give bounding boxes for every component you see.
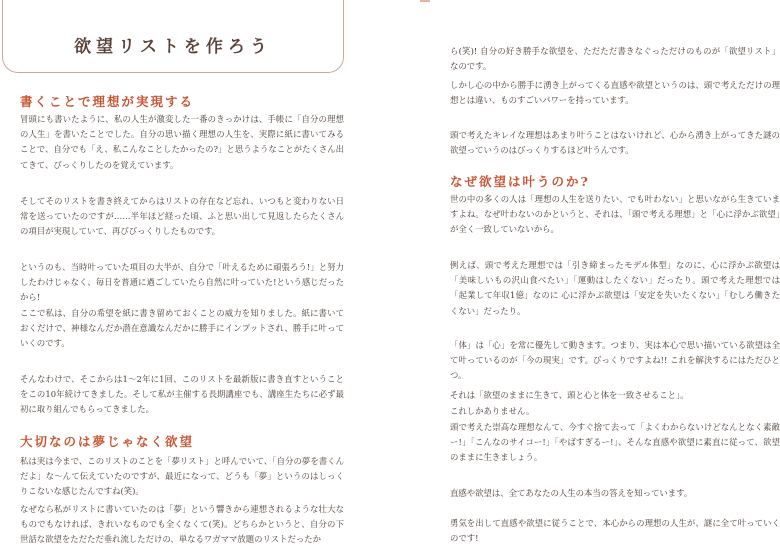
page-title: 欲望リストを作ろう: [74, 37, 272, 57]
right-paragraph-1: ら(笑)! 自分の好き勝手な欲望を、ただただ書きなぐっただけのものが「欲望リスト」なのです。: [450, 46, 780, 72]
section-1-paragraph-2: そしてそのリストを書き終えてからはリストの存在など忘れ、いつもと変わりない日常を送っていたのですが……半年ほど経った頃、ふと思い出して見返したらたくさんの項目が実現していて、再びびっくりしたものです。: [20, 196, 344, 237]
section-3-paragraph-4: それは「欲望のままに生きて、頭と心と体を一致させること」。: [450, 390, 689, 400]
section-1-paragraph-4: ここで私は、自分の希望を紙に書き留めておくことの威力を知りました。紙に書いておくだけで、神様なんだか潜在意識なんだかに勝手にインプットされ、勝手に叶っていくのです。: [20, 308, 344, 349]
section-heading-2: 大切なのは夢じゃなく欲望: [20, 434, 195, 449]
section-heading-1: 書くことで理想が実現する: [20, 94, 195, 109]
section-2-paragraph-2: なぜなら私がリストに書いていたのは「夢」という響きから連想されるような壮大なものでもなければ、きれいなものでも全くなくて(笑)。どちらかというと、自分の下世話な欲望をただただ垂れ流しただけの、単なるワガママ放題のリストだったか: [20, 504, 344, 545]
section-3-paragraph-6: 頭で考えた崇高な理想なんて、今すぐ捨て去って「よくわからないけどなんとなく素敵ー!」「こんなのサイコー!」「やばすぎるー!」、そんな直感や欲望に素直に従って、欲望のままに生きましょう。: [450, 422, 780, 463]
section-3-paragraph-8: 勇気を出して直感や欲望に従うことで、本心からの理想の人生が、謎に全て叶っていくのです!: [450, 518, 780, 544]
section-3-paragraph-1: 世の中の多くの人は「理想の人生を送りたい、でも叶わない」と思いながら生きていますよね。なぜ叶わないのかというと、それは、「頭で考える理想」と「心に浮かぶ欲望」が全く一致していないから。: [450, 194, 780, 235]
section-3-paragraph-7: 直感や欲望は、全てあなたの人生の本当の答えを知っています。: [450, 488, 693, 498]
right-page: [420, 0, 780, 554]
section-1-paragraph-5: そんなわけで、そこからは1〜2年に1回、このリストを最新版に書き直すということをこの10年続けてきました。そして私が主催する長期講座でも、講座生たちに必ず最初に取り組んでもらってきました。: [20, 374, 344, 415]
section-1-paragraph-3: というのも、当時叶っていた項目の大半が、自分で「叶えるために頑張ろう!」と努力したわけじゃなく、毎日を普通に過ごしていたら自然に叶っていた!という感じだったから!: [20, 262, 344, 303]
section-3-paragraph-5: これしかありません。: [450, 406, 535, 416]
section-3-paragraph-2: 例えば、頭で考えた理想では「引き締まったモデル体型」なのに、心に浮かぶ欲望は「美味しいもの沢山食べたい」「運動はしたくない」だったり。頭で考えた理想では「起業して年収1億」なのに 心に浮かぶ欲望は「安定を失いたくない」「むしろ働きたくない」だったり。: [450, 260, 780, 316]
section-2-paragraph-1: 私は実は今まで、このリストのことを「夢リスト」と呼んでいて、「自分の夢を書くんだよ」な〜んて伝えていたのですが、最近になって、どうも「夢」というのはしっくりこないな感じたんですね(笑)。: [20, 456, 344, 497]
right-paragraph-3: 頭で考えたキレイな理想はあまり叶うことはないけれど、心から湧き上がってきた謎の欲望っていうのはびっくりするほど叶うんです。: [450, 130, 780, 156]
title-box: [2, 0, 344, 73]
section-1-paragraph-1: 冒頭にも書いたように、私の人生が激変した一番のきっかけは、手帳に「自分の理想の人生」を書いたことでした。自分の思い描く理想の人生を、実際に紙に書いてみることで、自分でも「え、私こんなことしたかったの?」と思うようなことがたくさん出てきて、びっくりしたのを覚えています。: [20, 114, 344, 170]
right-paragraph-2: しかし心の中から勝手に湧き上がってくる直感や欲望というのは、頭で考えただけの理想とは違い、ものすごいパワーを持っています。: [450, 80, 780, 106]
section-3-paragraph-3: 「体」は「心」を常に優先して動きます。つまり、実は本心で思い描いている欲望は全て叶っているのが「今の現実」です。びっくりですよね!! これを解決するにはただひとつ。: [450, 340, 780, 381]
left-page: [0, 0, 360, 554]
section-heading-3: なぜ欲望は叶うのか?: [450, 174, 590, 189]
